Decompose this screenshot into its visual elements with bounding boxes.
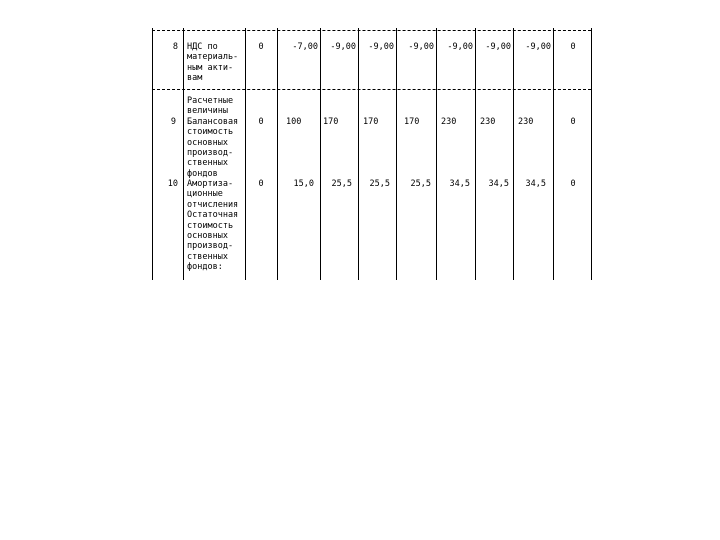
table-rule-top — [152, 30, 591, 31]
cell-value: -9,00 — [408, 42, 434, 52]
cell-value: 230 — [518, 117, 534, 127]
cell-value: 0 — [570, 179, 576, 189]
column-rule — [553, 28, 554, 280]
column-rule — [475, 28, 476, 280]
cell-value: 25,5 — [410, 179, 431, 189]
cell-value: 230 — [480, 117, 496, 127]
table-rule-row-separator — [152, 89, 591, 90]
cell-value: 170 — [404, 117, 420, 127]
cell-value: 34,5 — [488, 179, 509, 189]
row-number: 9 — [170, 117, 176, 127]
cell-value: 100 — [286, 117, 302, 127]
cell-value: -7,00 — [292, 42, 318, 52]
column-rule — [396, 28, 397, 280]
cell-value: 0 — [258, 117, 264, 127]
cell-value: 15,0 — [293, 179, 314, 189]
cell-value: -9,00 — [485, 42, 511, 52]
column-rule — [358, 28, 359, 280]
cell-value: 230 — [441, 117, 457, 127]
cell-value: -9,00 — [447, 42, 473, 52]
column-rule — [277, 28, 278, 280]
row-number: 8 — [172, 42, 178, 52]
cell-value: 0 — [258, 42, 264, 52]
column-rule — [245, 28, 246, 280]
row-label: Расчетные величины Балансовая стоимость основных производ- ственных фондов — [187, 96, 239, 179]
cell-value: 170 — [323, 117, 339, 127]
column-rule — [591, 28, 592, 280]
column-rule — [436, 28, 437, 280]
column-rule — [183, 28, 184, 280]
row-label: НДС по материаль- ным акти- вам — [187, 42, 239, 84]
cell-value: 34,5 — [525, 179, 546, 189]
cell-value: -9,00 — [330, 42, 356, 52]
cell-value: 34,5 — [449, 179, 470, 189]
column-rule — [152, 28, 153, 280]
cell-value: -9,00 — [525, 42, 551, 52]
cell-value: 25,5 — [331, 179, 352, 189]
column-rule — [513, 28, 514, 280]
cell-value: 170 — [363, 117, 379, 127]
cell-value: 0 — [570, 42, 576, 52]
row-label: Амортиза- ционные отчисления Остаточная стоимость основных производ- ственных фондов: — [187, 179, 239, 273]
column-rule — [320, 28, 321, 280]
cell-value: 0 — [258, 179, 264, 189]
row-number: 10 — [167, 179, 178, 189]
cell-value: -9,00 — [368, 42, 394, 52]
cell-value: 0 — [570, 117, 576, 127]
cell-value: 25,5 — [369, 179, 390, 189]
